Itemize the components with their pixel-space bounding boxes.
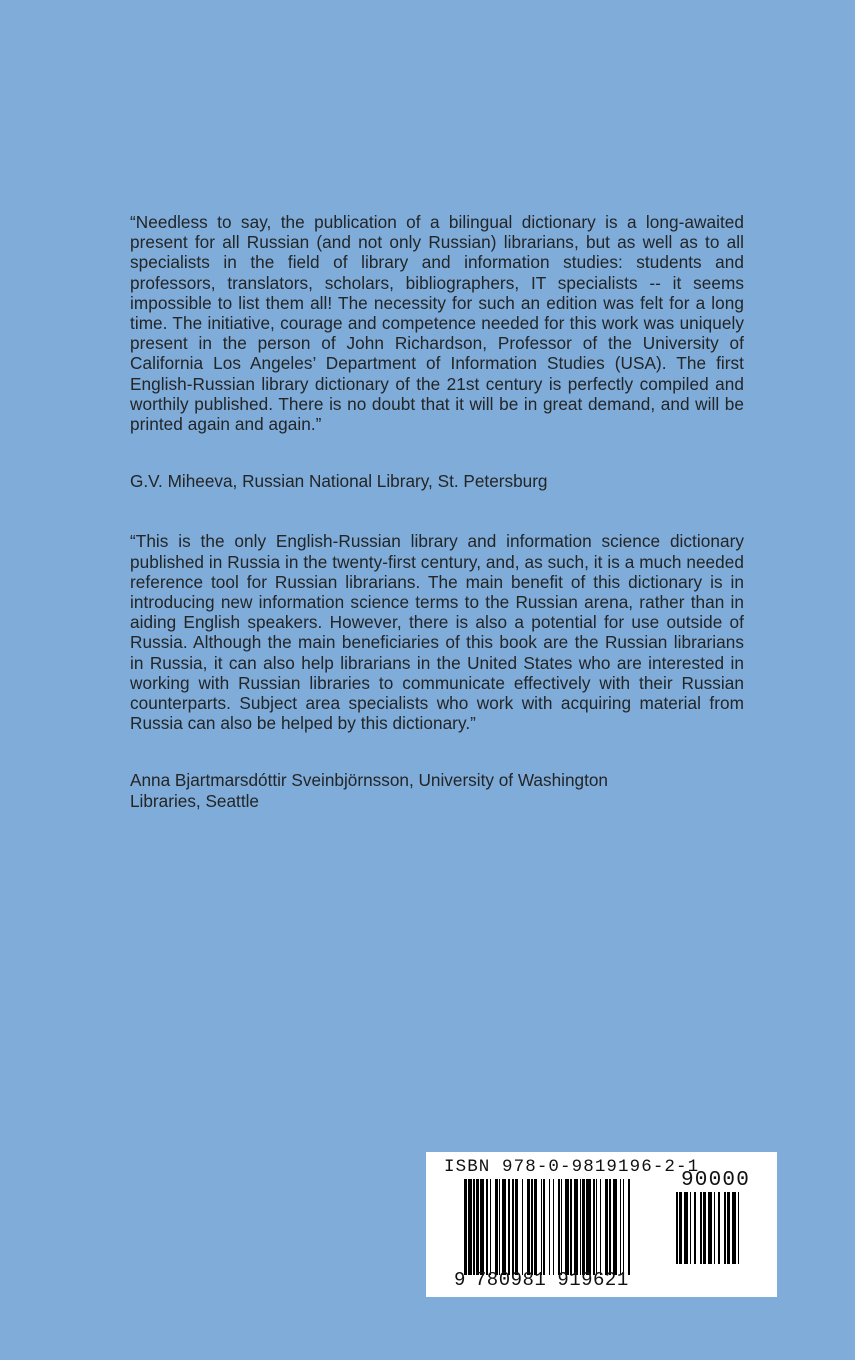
ean-group-2: 919621 — [557, 1269, 629, 1291]
blurb-attribution-2 — [130, 770, 744, 810]
blurb-quote-1: “Needless to say, the publication of a bilingual dictionary is a long-awaited present for all Russian (and not only Russian) librarians, but as well as to all specialists in the field of library and information studies: students and professors, translators, scholars, bibliographers, IT specialists -- it seems impossible to list them all! The necessity for such an edition was felt for a long time. The initiative, courage and competence needed for this work was uniquely present in the person of John Richardson, Professor of the University of California Los Angeles’ Department of Information Studies (USA). The first English-Russian library dictionary of the 21st century is perfectly compiled and worthily published. There is no doubt that it will be in great demand, and will be printed again and again.” — [130, 212, 744, 435]
blurb-attribution-2-line-2: Libraries, Seattle — [130, 790, 259, 811]
ean5-addon-barcode-bars — [676, 1192, 761, 1264]
barcode-inner — [426, 1152, 777, 1297]
barcode-bar — [739, 1192, 742, 1264]
ean-lead-digit: 9 — [454, 1269, 466, 1291]
spacer-after-quote-1 — [130, 434, 744, 471]
ean13-human-readable-digits — [454, 1269, 674, 1291]
ean-group-1: 780981 — [474, 1269, 547, 1291]
barcode-addon-value: 90000 — [681, 1169, 751, 1192]
blurb-attribution-2-line-1: Anna Bjartmarsdóttir Sveinbjörnsson, University of Washington — [130, 770, 608, 791]
spacer-after-quote-2 — [130, 733, 744, 770]
blurb-text-column — [130, 212, 744, 811]
spacer-after-attribution-1 — [130, 491, 744, 531]
blurb-attribution-1: G.V. Miheeva, Russian National Library, St. Petersburg — [130, 471, 548, 492]
isbn-number-label: ISBN 978-0-9819196-2-1 — [444, 1157, 700, 1177]
isbn-barcode-panel — [426, 1152, 777, 1297]
barcode-bar — [630, 1179, 633, 1275]
blurb-quote-2: “This is the only English-Russian library and information science dictionary published in Russia in the twenty-first century, and, as such, it is a much needed reference tool for Russian librarians. The main benefit of this dictionary is in introducing new information science terms to the Russian arena, rather than in aiding English speakers. However, there is also a potential for use outside of Russia. Although the main beneficiaries of this book are the Russian librarians in Russia, it can also help librarians in the United States who are interested in working with Russian libraries to communicate effectively with their Russian counterparts. Subject area specialists who work with acquiring material from Russia can also be helped by this dictionary.” — [130, 531, 744, 734]
ean13-barcode-bars — [464, 1179, 662, 1275]
